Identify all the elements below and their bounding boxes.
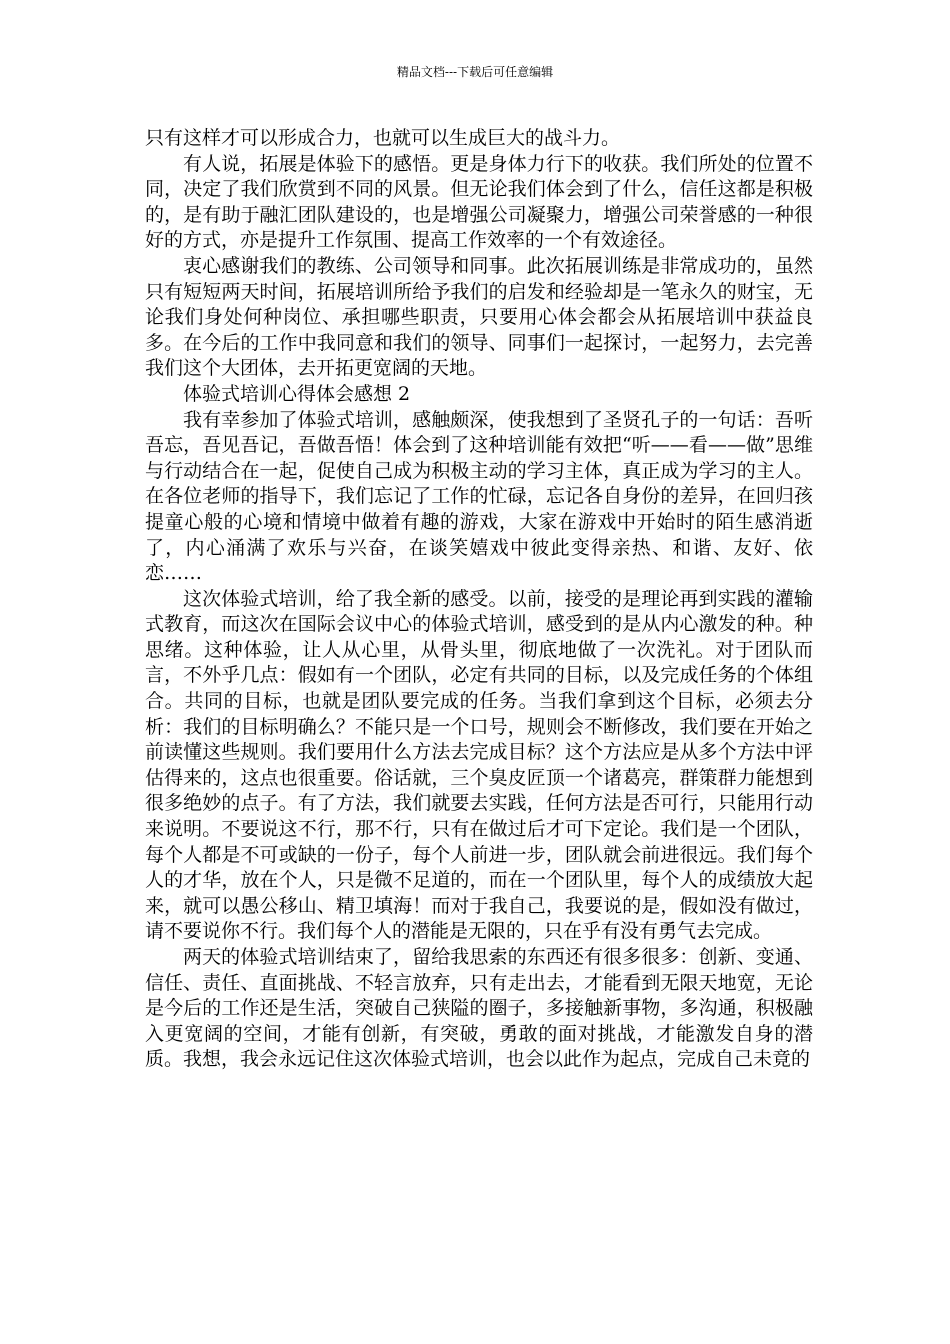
paragraph-2: 有人说，拓展是体验下的感悟。更是身体力行下的收获。我们所处的位置不同，决定了我们欣赏到不同的风景。但无论我们体会到了什么，信任这都是积极的，是有助于融汇团队建设的，也是增强公司凝聚力，增强公司荣誉感的一种很好的方式，亦是提升工作氛围、提高工作效率的一个有效途径。 bbox=[145, 152, 813, 252]
paragraph-6: 两天的体验式培训结束了，留给我思索的东西还有很多很多：创新、变通、信任、责任、直面挑战、不轻言放弃，只有走出去，才能看到无限天地宽，无论是今后的工作还是生活，突破自己狭隘的圈子，多接触新事物，多沟通，积极融入更宽阔的空间，才能有创新，有突破，勇敢的面对挑战，才能激发自身的潜质。我想，我会永远记住这次体验式培训，也会以此作为起点，完成自己未竟的 bbox=[145, 946, 813, 1071]
document-body bbox=[145, 126, 813, 1073]
paragraph-4: 我有幸参加了体验式培训，感触颇深，使我想到了圣贤孔子的一句话：吾听吾忘，吾见吾记，吾做吾悟！体会到了这种培训能有效把“听——看——做”思维与行动结合在一起，促使自己成为积极主动的学习主体，真正成为学习的主人。在各位老师的指导下，我们忘记了工作的忙碌，忘记各自身份的差异，在回归孩提童心般的心境和情境中做着有趣的游戏，大家在游戏中开始时的陌生感消逝了，内心涌满了欢乐与兴奋，在谈笑嬉戏中彼此变得亲热、和谐、友好、依恋…… bbox=[145, 408, 813, 585]
paragraph-3: 衷心感谢我们的教练、公司领导和同事。此次拓展训练是非常成功的，虽然只有短短两天时间，拓展培训所给予我们的启发和经验却是一笔永久的财宝，无论我们身处何种岗位、承担哪些职责，只要用心体会都会从拓展培训中获益良多。在今后的工作中我同意和我们的领导、同事们一起探讨，一起努力，去完善我们这个大团体，去开拓更宽阔的天地。 bbox=[145, 254, 813, 380]
paragraph-1: 只有这样才可以形成合力，也就可以生成巨大的战斗力。 bbox=[145, 127, 621, 149]
section-heading: 体验式培训心得体会感想 2 bbox=[183, 382, 411, 405]
paragraph-5: 这次体验式培训，给了我全新的感受。以前，接受的是理论再到实践的灌输式教育，而这次在国际会议中心的体验式培训，感受到的是从内心激发的种。种思绪。这种体验，让人从心里，从骨头里，彻底地做了一次洗礼。对于团队而言，不外乎几点：假如有一个团队，必定有共同的目标，以及完成任务的个体组合。共同的目标，也就是团队要完成的任务。当我们拿到这个目标，必须去分析：我们的目标明确么？不能只是一个口号，规则会不断修改，我们要在开始之前读懂这些规则。我们要用什么方法去完成目标？这个方法应是从多个方法中评估得来的，这点也很重要。俗话就，三个臭皮匠顶一个诸葛亮，群策群力能想到很多绝妙的点子。有了方法，我们就要去实践，任何方法是否可行，只能用行动来说明。不要说这不行，那不行，只有在做过后才可下定论。我们是一个团队，每个人都是不可或缺的一份子，每个人前进一步，团队就会前进很远。我们每个人的才华，放在个人，只是微不足道的，而在一个团队里，每个人的成绩放大起来，就可以愚公移山、精卫填海！而对于我自己，我要说的是，假如没有做过，请不要说你不行。我们每个人的潜能是无限的，只在乎有没有勇气去完成。 bbox=[145, 587, 813, 943]
page-header: 精品文档---下载后可任意编辑 bbox=[396, 65, 554, 79]
